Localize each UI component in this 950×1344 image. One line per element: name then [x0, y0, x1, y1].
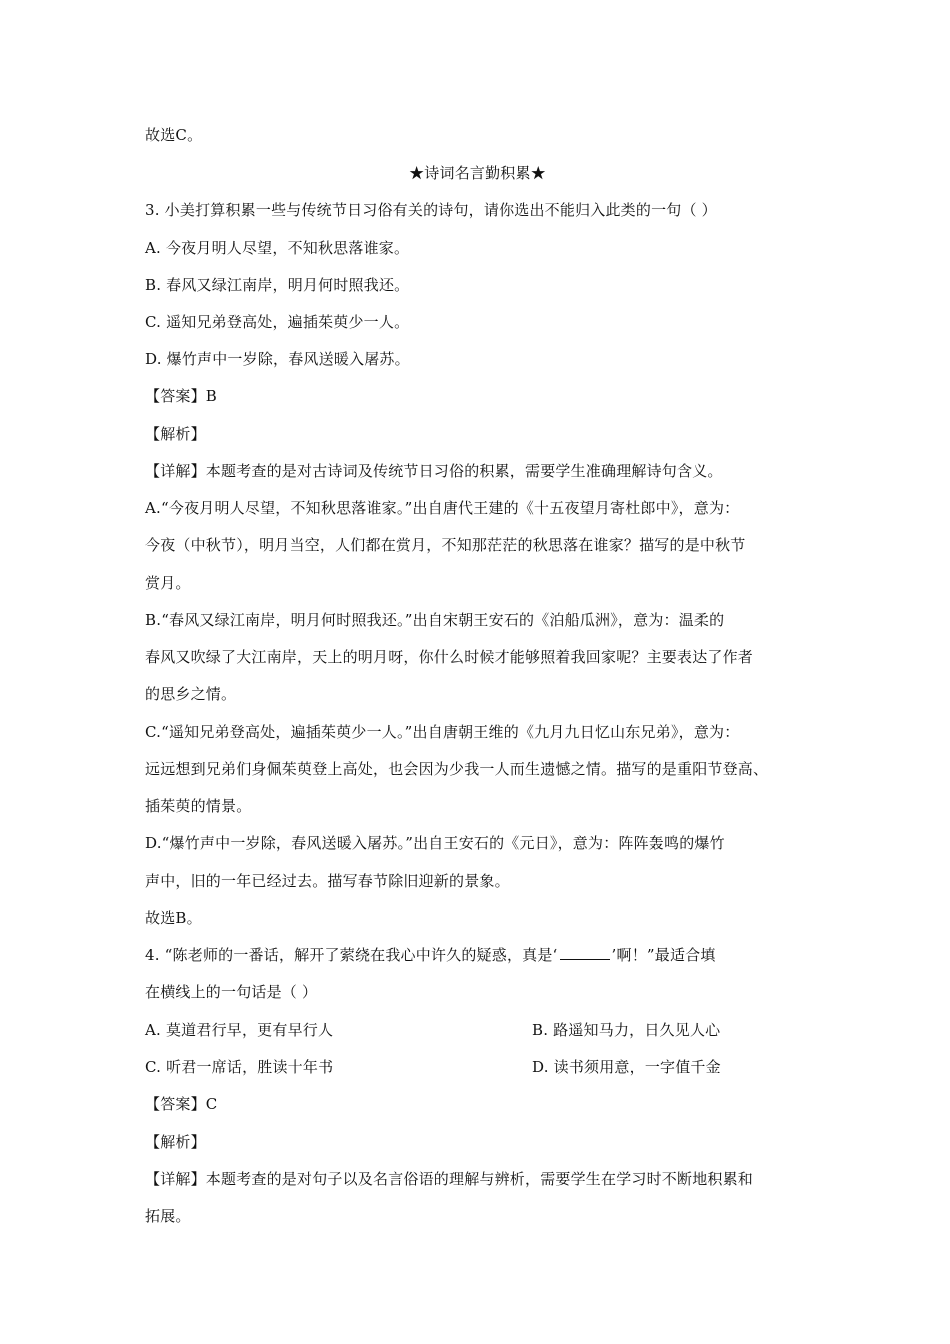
- explanation-line: 的思乡之情。: [145, 685, 237, 703]
- question-3-answer: 【答案】B: [145, 387, 218, 405]
- question-4-option-a: A. 莫道君行早，更有早行人: [145, 1021, 334, 1039]
- explanation-line: 声中，旧的一年已经过去。描写春节除旧迎新的景象。: [145, 872, 510, 890]
- question-4-detail-line1: 【详解】本题考查的是对句子以及名言俗语的理解与辨析，需要学生在学习时不断地积累和: [145, 1170, 754, 1188]
- question-4-option-b: B. 路遥知马力，日久见人心: [532, 1021, 721, 1039]
- question-4-stem-part2: ’啊！”最适合填: [611, 946, 716, 964]
- question-4-answer: 【答案】C: [145, 1095, 218, 1113]
- question-4-stem-part1: 4. “陈老师的一番话，解开了萦绕在我心中许久的疑惑，真是‘: [145, 946, 558, 964]
- question-3-option-d: D. 爆竹声中一岁除，春风送暖入屠苏。: [145, 350, 410, 368]
- intro-conclusion: 故选C。: [145, 126, 203, 144]
- question-3-detail: 【详解】本题考查的是对古诗词及传统节日习俗的积累，需要学生准确理解诗句含义。: [145, 462, 723, 480]
- question-4-option-c: C. 听君一席话，胜读十年书: [145, 1058, 334, 1076]
- explanation-line: A.“今夜月明人尽望，不知秋思落谁家。”出自唐代王建的《十五夜望月寄杜郎中》，意为：: [145, 499, 740, 517]
- question-4-stem-line2: 在横线上的一句话是（ ）: [145, 983, 318, 1001]
- question-3-option-c: C. 遥知兄弟登高处，遍插茱萸少一人。: [145, 313, 410, 331]
- question-3-stem: 3. 小美打算积累一些与传统节日习俗有关的诗句，请你选出不能归入此类的一句（ ）: [145, 201, 717, 219]
- explanation-line: D.“爆竹声中一岁除，春风送暖入屠苏。”出自王安石的《元日》，意为：阵阵轰鸣的爆竹: [145, 834, 725, 852]
- explanation-line: 插茱萸的情景。: [145, 797, 252, 815]
- question-3-option-b: B. 春风又绿江南岸，明月何时照我还。: [145, 276, 410, 294]
- question-3-analysis-label: 【解析】: [145, 425, 206, 443]
- explanation-line: 春风又吹绿了大江南岸，天上的明月呀，你什么时候才能够照着我回家呢？主要表达了作者: [145, 648, 754, 666]
- question-4-option-d: D. 读书须用意，一字值千金: [532, 1058, 721, 1076]
- section-title: ★诗词名言勤积累★: [409, 164, 546, 182]
- explanation-line: 远远想到兄弟们身佩茱萸登上高处，也会因为少我一人而生遗憾之情。描写的是重阳节登高、: [145, 760, 769, 778]
- question-4-detail-line2: 拓展。: [145, 1207, 191, 1225]
- fill-in-blank: [560, 945, 610, 960]
- explanation-line: 今夜（中秋节），明月当空，人们都在赏月，不知那茫茫的秋思落在谁家？描写的是中秋节: [145, 536, 746, 554]
- question-3-conclusion: 故选B。: [145, 909, 202, 927]
- explanation-line: 赏月。: [145, 574, 191, 592]
- question-4-analysis-label: 【解析】: [145, 1133, 206, 1151]
- question-3-option-a: A. 今夜月明人尽望，不知秋思落谁家。: [145, 239, 410, 257]
- explanation-line: B.“春风又绿江南岸，明月何时照我还。”出自宋朝王安石的《泊船瓜洲》，意为：温柔的: [145, 611, 725, 629]
- explanation-line: C.“遥知兄弟登高处，遍插茱萸少一人。”出自唐朝王维的《九月九日忆山东兄弟》，意为：: [145, 723, 740, 741]
- question-4-stem: [145, 945, 810, 965]
